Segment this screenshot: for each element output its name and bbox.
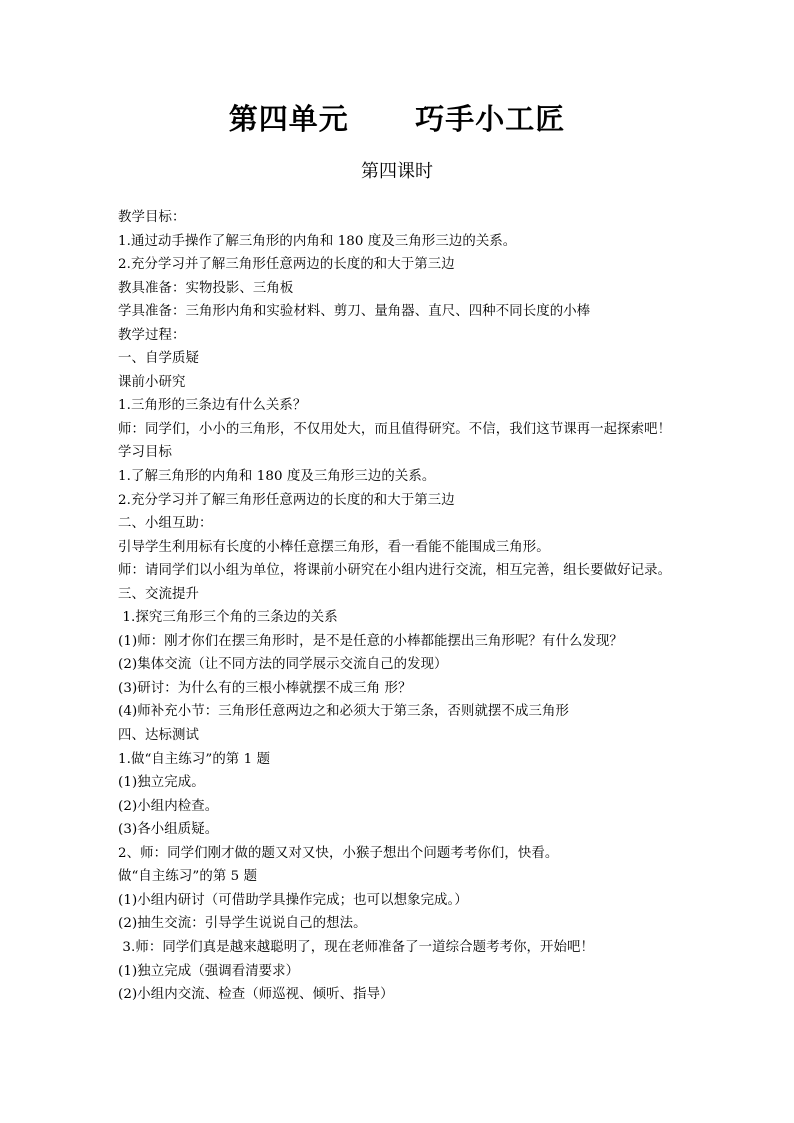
document-title: 第四单元 巧手小工匠 <box>228 102 566 136</box>
text-line: 1.做“自主练习”的第 1 题 <box>118 751 271 767</box>
text-line: 引导学生利用标有长度的小棒任意摆三角形，看一看能不能围成三角形。 <box>118 539 550 555</box>
text-line: (2)小组内交流、检查（师巡视、倾听、指导） <box>118 987 394 1003</box>
text-line: 师：请同学们以小组为单位，将课前小研究在小组内进行交流，相互完善，组长要做好记录。 <box>118 563 672 579</box>
document-body <box>118 206 718 1007</box>
text-line: 教学过程： <box>118 327 186 343</box>
text-line: (4)师补充小节：三角形任意两边之和必须大于第三条，否则就摆不成三角形 <box>118 704 569 720</box>
section-heading: 三、交流提升 <box>118 586 199 602</box>
text-line: 1.探究三角形三个角的三条边的关系 <box>118 610 338 626</box>
text-line: 2、师：同学们刚才做的题又对又快，小猴子想出个问题考考你们，快看。 <box>118 845 559 861</box>
text-line: (1)独立完成。 <box>118 775 205 791</box>
text-line: (1)小组内研讨（可借助学具操作完成；也可以想象完成。） <box>118 892 468 908</box>
text-line: 2.充分学习并了解三角形任意两边的长度的和大于第三边 <box>118 492 455 508</box>
text-line: (2)小组内检查。 <box>118 798 219 814</box>
text-line: 做“自主练习”的第 5 题 <box>118 869 258 885</box>
text-line: (1)师：刚才你们在摆三角形时，是不是任意的小棒都能摆出三角形呢？有什么发现？ <box>118 633 623 649</box>
text-line: 教学目标： <box>118 210 186 225</box>
text-line: 课前小研究 <box>118 374 186 390</box>
text-line: 2.充分学习并了解三角形任意两边的长度的和大于第三边 <box>118 257 455 273</box>
text-line: (2)抽生交流：引导学生说说自己的想法。 <box>118 916 367 932</box>
text-line: 1.三角形的三条边有什么关系？ <box>118 398 307 414</box>
text-line: 学习目标 <box>118 445 172 461</box>
text-line: 1.通过动手操作了解三角形的内角和 180 度及三角形三边的关系。 <box>118 233 517 249</box>
text-line: (3)各小组质疑。 <box>118 822 219 838</box>
text-line: 教具准备：实物投影、三角板 <box>118 280 294 296</box>
text-line: 3.师：同学们真是越来越聪明了，现在老师准备了一道综合题考考你，开始吧！ <box>118 939 595 955</box>
text-line: 1.了解三角形的内角和 180 度及三角形三边的关系。 <box>118 469 436 485</box>
text-line: (3)研讨：为什么有的三根小棒就摆不成三角 形？ <box>118 680 412 696</box>
section-heading: 四、达标测试 <box>118 728 199 744</box>
text-line: (1)独立完成（强调看清要求） <box>118 963 300 979</box>
text-line: (2)集体交流（让不同方法的同学展示交流自己的发现） <box>118 657 448 673</box>
text-line: 师：同学们，小小的三角形，不仅用处大，而且值得研究。不信，我们这节课再一起探索吧！ <box>118 421 672 437</box>
section-heading: 一、自学质疑 <box>118 351 199 367</box>
section-heading: 二、小组互助： <box>118 516 213 532</box>
document-subtitle: 第四课时 <box>361 161 433 182</box>
text-line: 学具准备：三角形内角和实验材料、剪刀、量角器、直尺、四种不同长度的小棒 <box>118 304 591 320</box>
